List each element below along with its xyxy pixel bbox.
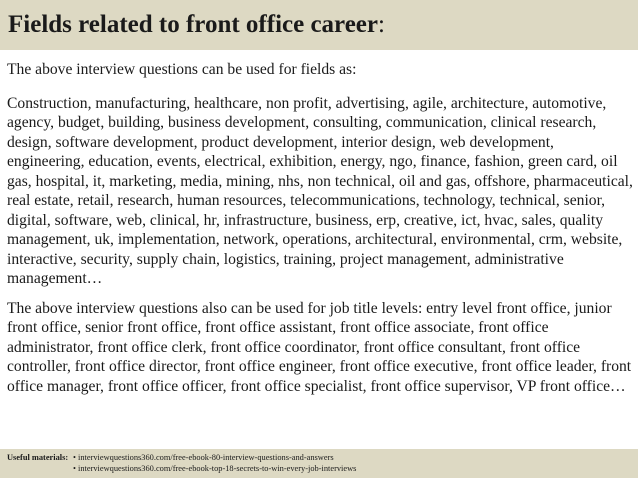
footer-label-spacer <box>7 463 73 474</box>
fields-paragraph: Construction, manufacturing, healthcare, non profit, advertising, agile, architecture, automotive, agency, budget, building, business development, consulting, communication, clinical research, design, software development, product development, interior design, web development, engineering, education, events, electrical, exhibition, energy, ngo, finance, fashion, green card, oil gas, hospital, it, marketing, media, mining, nhs, non technical, oil and gas, offshore, pharmaceutical, real estate, retail, research, human resources, telecommunications, technology, technical, senior, digital, software, web, clinical, hr, infrastructure, business, erp, creative, ict, hvac, sales, quality management, uk, implementation, network, operations, architectural, environmental, crm, website, interactive, security, supply chain, logistics, training, project management, administrative management… <box>7 94 633 287</box>
intro-paragraph: The above interview questions can be used for fields as: <box>7 61 357 78</box>
footer-link-ebook-18-secrets[interactable]: • interviewquestions360.com/free-ebook-top-18-secrets-to-win-every-job-interviews <box>73 464 357 473</box>
useful-materials-label <box>7 452 73 463</box>
footer-link-ebook-80-questions[interactable]: • interviewquestions360.com/free-ebook-80-interview-questions-and-answers <box>73 453 334 462</box>
footer-row-1 <box>7 452 356 463</box>
title-bar <box>0 0 638 50</box>
footer-bar <box>0 449 638 478</box>
useful-materials-label-colon: : <box>65 453 69 462</box>
useful-materials <box>7 452 356 474</box>
job-levels-paragraph: The above interview questions also can be used for job title levels: entry level front office, junior front office, senior front office, front office assistant, front office associate, front office administrator, front office clerk, front office coordinator, front office consultant, front office controller, front office director, front office engineer, front office executive, front office leader, front office manager, front office officer, front office specialist, front office supervisor, VP front office… <box>7 299 632 395</box>
slide-title <box>8 10 385 40</box>
slide-content <box>7 60 633 396</box>
footer-row-2 <box>7 463 356 474</box>
slide-title-colon: : <box>378 11 385 38</box>
useful-materials-label-text: Useful materials <box>7 453 66 462</box>
slide-title-text: Fields related to front office career <box>8 11 378 38</box>
